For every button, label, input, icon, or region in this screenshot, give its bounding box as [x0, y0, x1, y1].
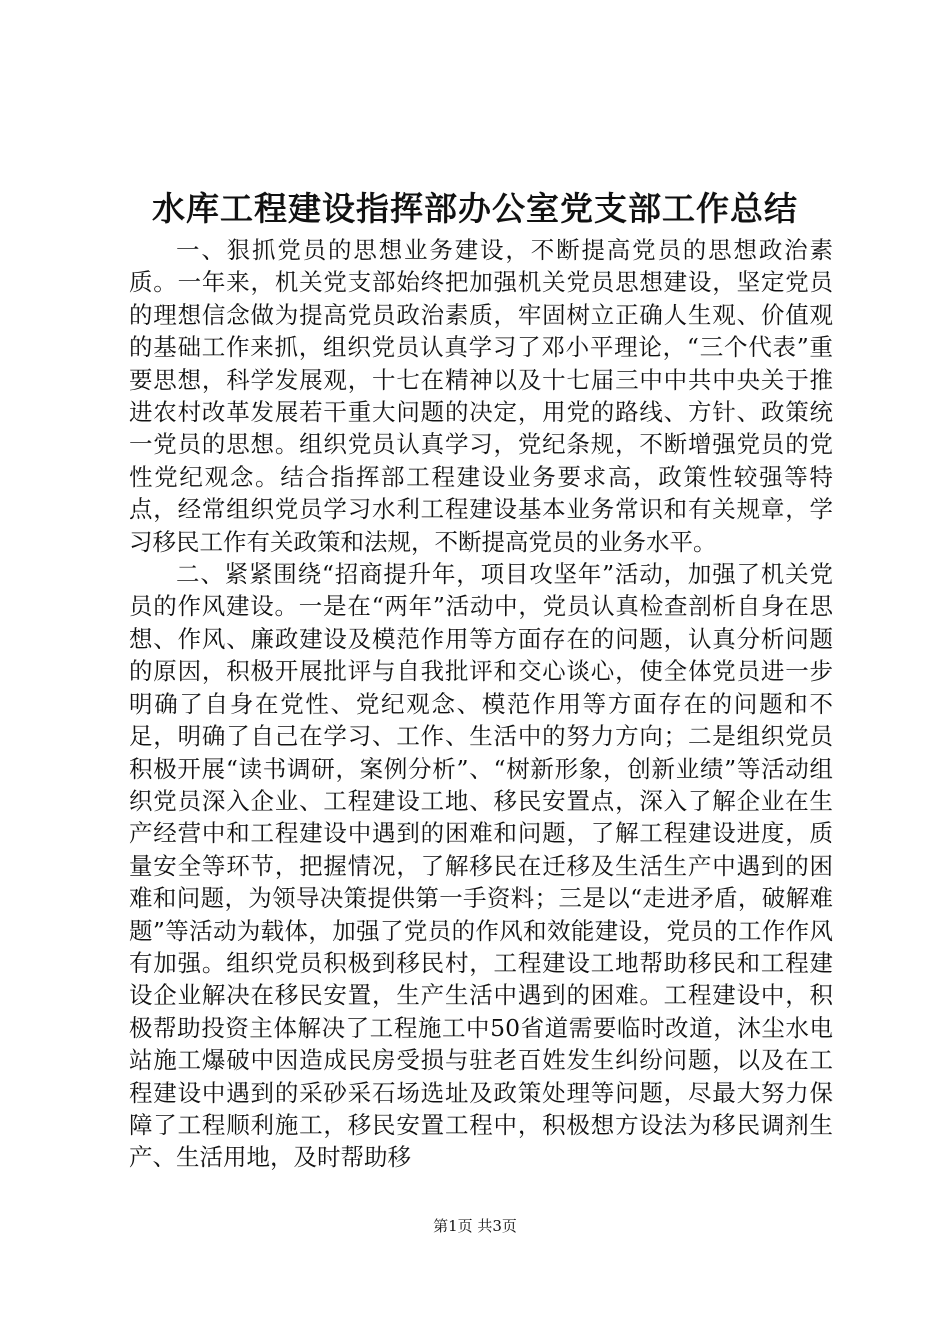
paragraph-1: 一、狠抓党员的思想业务建设，不断提高党员的思想政治素质。一年来，机关党支部始终把加强机关党员思想建设，坚定党员的理想信念做为提高党员政治素质，牢固树立正确人生观、价值观的基础工作来抓，组织党员认真学习了邓小平理论，“三个代表”重要思想，科学发展观，十七在精神以及十七届三中中共中央关于推进农村改革发展若干重大问题的决定，用党的路线、方针、政策统一党员的思想。组织党员认真学习，党纪条规，不断增强党员的党性党纪观念。结合指挥部工程建设业务要求高，政策性较强等特点，经常组织党员学习水利工程建设基本业务常识和有关规章，学习移民工作有关政策和法规，不断提高党员的业务水平。: [129, 236, 833, 556]
paragraph-2: 二、紧紧围绕“招商提升年，项目攻坚年”活动，加强了机关党员的作风建设。一是在“两年”活动中，党员认真检查剖析自身在思想、作风、廉政建设及模范作用等方面存在的问题，认真分析问题的原因，积极开展批评与自我批评和交心谈心，使全体党员进一步明确了自身在党性、党纪观念、模范作用等方面存在的问题和不足，明确了自己在学习、工作、生活中的努力方向；二是组织党员积极开展“读书调研，案例分析”、“树新形象，创新业绩”等活动组织党员深入企业、工程建设工地、移民安置点，深入了解企业在生产经营中和工程建设中遇到的困难和问题，了解工程建设进度，质量安全等环节，把握情况，了解移民在迁移及生活生产中遇到的困难和问题，为领导决策提供第一手资料；三是以“走进矛盾，破解难题”等活动为载体，加强了党员的作风和效能建设，党员的工作作风有加强。组织党员积极到移民村，工程建设工地帮助移民和工程建设企业解决在移民安置，生产生活中遇到的困难。工程建设中，积极帮助投资主体解决了工程施工中50省道需要临时改道，沐尘水电站施工爆破中因造成民房受损与驻老百姓发生纠纷问题，以及在工程建设中遇到的采砂采石场选址及政策处理等问题，尽最大努力保障了工程顺利施工，移民安置工程中，积极想方设法为移民调剂生产、生活用地，及时帮助移: [129, 560, 833, 1172]
document-title: 水库工程建设指挥部办公室党支部工作总结: [152, 189, 798, 228]
page-number-footer: 第1页 共3页: [433, 1217, 517, 1235]
document-body: [129, 234, 833, 1174]
